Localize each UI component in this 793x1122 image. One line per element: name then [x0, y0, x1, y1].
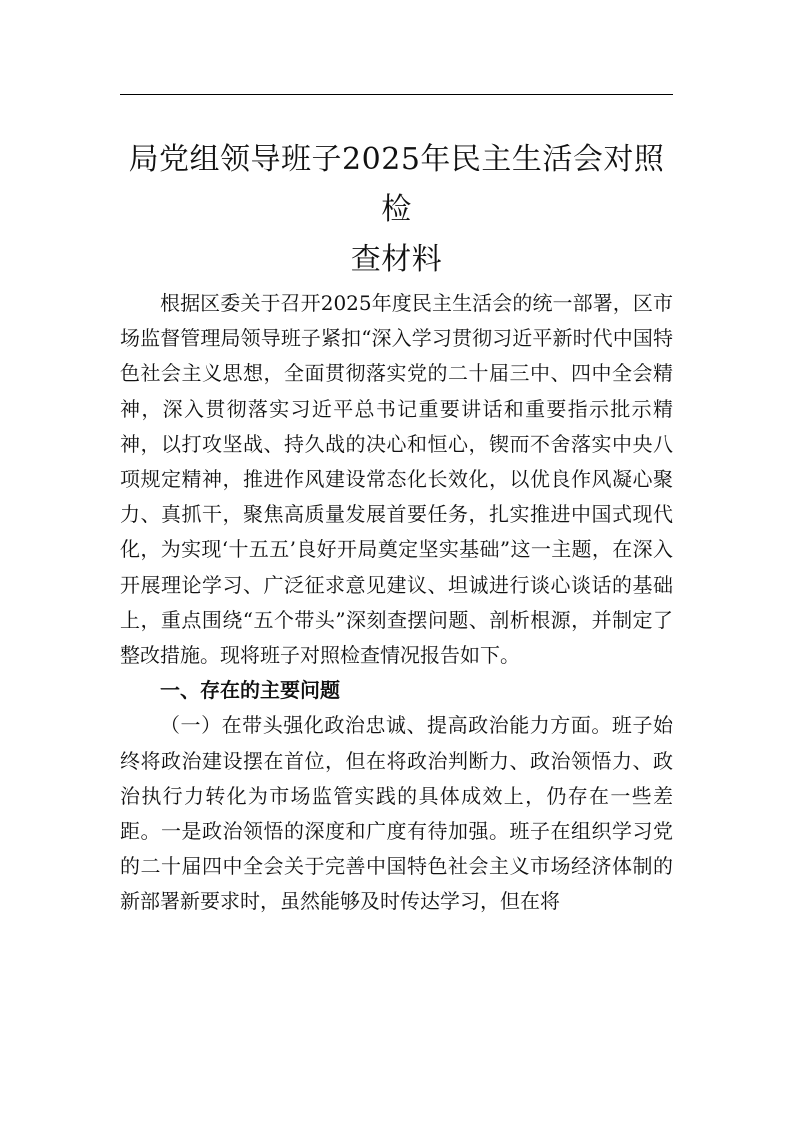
- title-line-1: 局党组领导班子2025年民主生活会对照检: [128, 142, 665, 227]
- section-heading: 一、存在的主要问题: [160, 678, 340, 703]
- header-rule: [120, 94, 673, 95]
- document-title: [120, 135, 673, 285]
- document-body: [120, 286, 673, 920]
- intro-paragraph: 根据区委关于召开2025年度民主生活会的统一部署，区市场监督管理局领导班子紧扣“深入学习贯彻习近平新时代中国特色社会主义思想，全面贯彻落实党的二十届三中、四中全会精神，深入贯彻落实习近平总书记重要讲话和重要指示批示精神，以打攻坚战、持久战的决心和恒心，锲而不舍落实中央八项规定精神，推进作风建设常态化长效化，以优良作风凝心聚力、真抓干，聚焦高质量发展首要任务，扎实推进中国式现代化，为实现‘十五五’良好开局奠定坚实基础”这一主题，在深入开展理论学习、广泛征求意见建议、坦诚进行谈心谈话的基础上，重点围绕“五个带头”深刻查摆问题、剖析根源，并制定了整改措施。现将班子对照检查情况报告如下。: [120, 291, 673, 668]
- section-paragraph: （一）在带头强化政治忠诚、提高政治能力方面。班子始终将政治建设摆在首位，但在将政治判断力、政治领悟力、政治执行力转化为市场监管实践的具体成效上，仍存在一些差距。一是政治领悟的深度和广度有待加强。班子在组织学习党的二十届四中全会关于完善中国特色社会主义市场经济体制的新部署新要求时，虽然能够及时传达学习，但在将: [120, 713, 673, 914]
- title-line-2: 查材料: [350, 242, 443, 277]
